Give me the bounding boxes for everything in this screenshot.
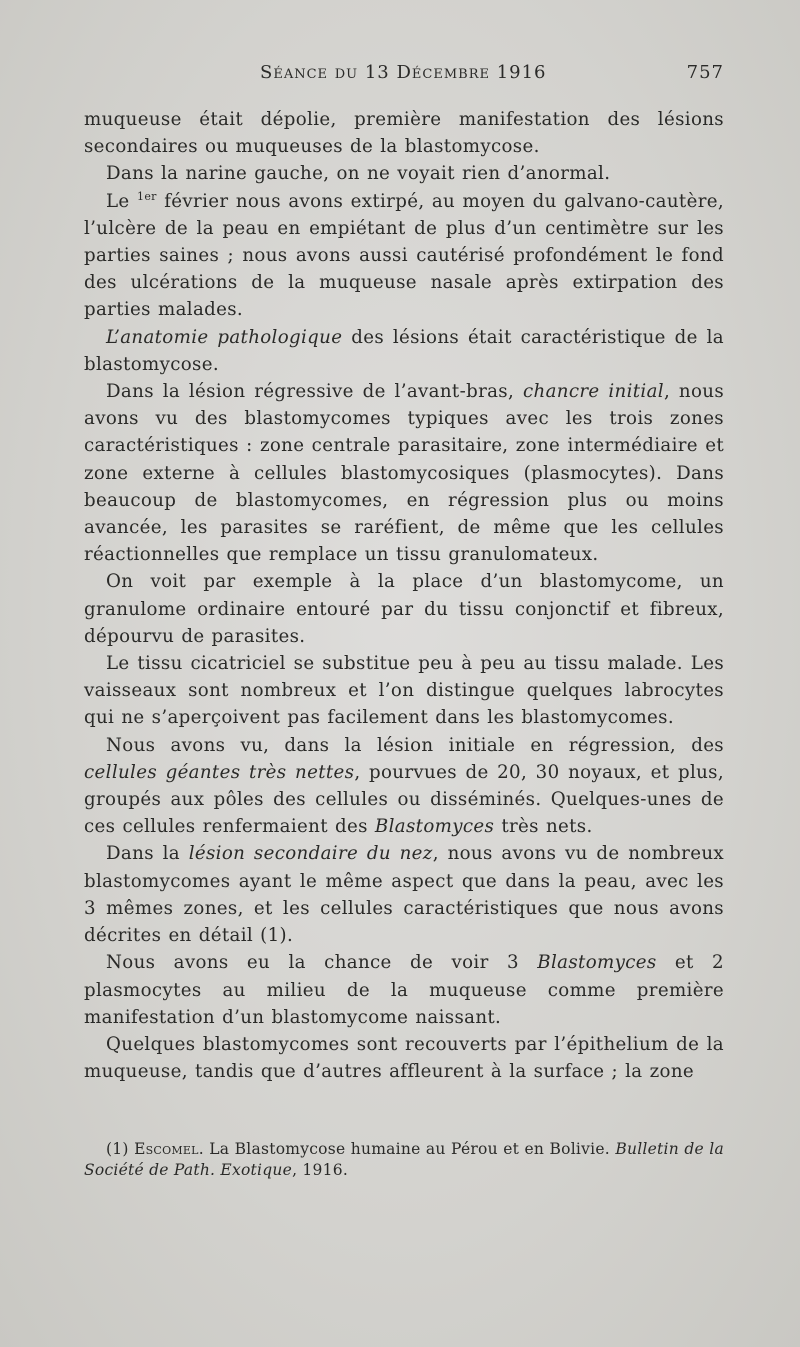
footnote-marker: (1)	[106, 1140, 135, 1158]
header-title: Séance du 13 Décembre 1916	[260, 62, 547, 83]
footnote-journal: Bulletin de la Société de Path. Exotique	[84, 1140, 724, 1179]
italic-term-lesion: lésion secondaire du nez	[188, 843, 433, 865]
paragraph-10-rest: et 2 plasmocytes au milieu de la muqueuse comme première manifestation d’un blastomycome naissant.	[84, 952, 724, 1028]
paragraph-4	[84, 324, 724, 378]
italic-term-blastomyces-2: Blastomyces	[537, 952, 657, 974]
paragraph-5	[84, 378, 724, 568]
paragraph-9-rest: , nous avons vu de nombreux blastomycomes ayant le même aspect que dans la peau, avec les 3 mêmes zones, et les cellules caractéristiques que nous avons décrites en détail (1).	[84, 843, 725, 947]
paragraph-8-start: Nous avons vu, dans la lésion initiale en régression, des	[106, 734, 724, 756]
italic-term-chancre: chancre initial	[522, 381, 664, 403]
paragraph-9	[84, 840, 724, 949]
paragraph-11: Quelques blastomycomes sont recouverts par l’épithelium de la muqueuse, tandis que d’autres affleurent à la surface ; la zone	[84, 1033, 724, 1083]
paragraph-8-end: très nets.	[494, 816, 593, 838]
paragraph-5-rest: , nous avons vu des blastomycomes typiques avec les trois zones caractéristiques : zone centrale parasitaire, zone intermédiaire et zone externe à cellules blastomycosiques (plasmocytes). Dans beaucoup de blastomycomes, en régression plus ou moins avancée, les parasites se raréfient, de même que les cellules réactionnelles que remplace un tissu granulomateux.	[84, 381, 725, 566]
paragraph-6: On voit par exemple à la place d’un blastomycome, un granulome ordinaire entouré par du tissu conjonctif et fibreux, dépourvu de parasites.	[84, 571, 724, 647]
footnote-author: Escomel	[134, 1140, 199, 1158]
italic-term-anatomie: L’anatomie pathologique	[106, 326, 343, 348]
italic-term-cellules: cellules géantes très nettes	[84, 761, 355, 783]
paragraph-1: muqueuse était dépolie, première manifestation des lésions secondaires ou muqueuses de la blastomycose.	[84, 109, 724, 158]
paragraph-3-start: Le	[106, 190, 137, 212]
italic-term-blastomyces: Blastomyces	[374, 816, 495, 838]
paragraph-10-start: Nous avons eu la chance de voir 3	[106, 952, 538, 974]
paragraph-9-start: Dans la	[106, 843, 189, 865]
paragraph-8	[84, 732, 724, 841]
paragraph-4-rest: des lésions était caractéristique de la blastomycose.	[84, 326, 724, 375]
paragraph-7: Le tissu cicatriciel se substitue peu à peu au tissu malade. Les vaisseaux sont nombreux et l’on distingue quelques labrocytes qui ne s’aperçoivent pas facilement dans les blastomycomes.	[84, 653, 724, 729]
paragraph-2: Dans la narine gauche, on ne voyait rien d’anormal.	[106, 163, 611, 185]
footnote-year: , 1916.	[292, 1161, 349, 1179]
body-text	[84, 106, 724, 1085]
footnote	[84, 1139, 724, 1181]
paragraph-8-middle: , pourvues de 20, 30 noyaux, et plus, groupés aux pôles des cellules ou disséminés. Quelques-unes de ces cellules renfermaient des	[84, 761, 724, 838]
page-number: 757	[686, 62, 724, 83]
paragraph-10	[84, 949, 724, 1031]
paragraph-5-start: Dans la lésion régressive de l’avant-bras,	[106, 381, 523, 403]
running-header	[84, 62, 724, 92]
ordinal-superscript: 1er	[136, 189, 157, 203]
footnote-title: . La Blastomycose humaine au Pérou et en Bolivie.	[198, 1140, 616, 1158]
paragraph-3-rest: février nous avons extirpé, au moyen du galvano-cautère, l’ulcère de la peau en empiétant de plus d’un centimètre sur les parties saines ; nous avons aussi cautérisé profondément le fond des ulcérations de la muqueuse nasale après extirpation des parties malades.	[84, 190, 724, 321]
paragraph-3	[84, 188, 724, 324]
